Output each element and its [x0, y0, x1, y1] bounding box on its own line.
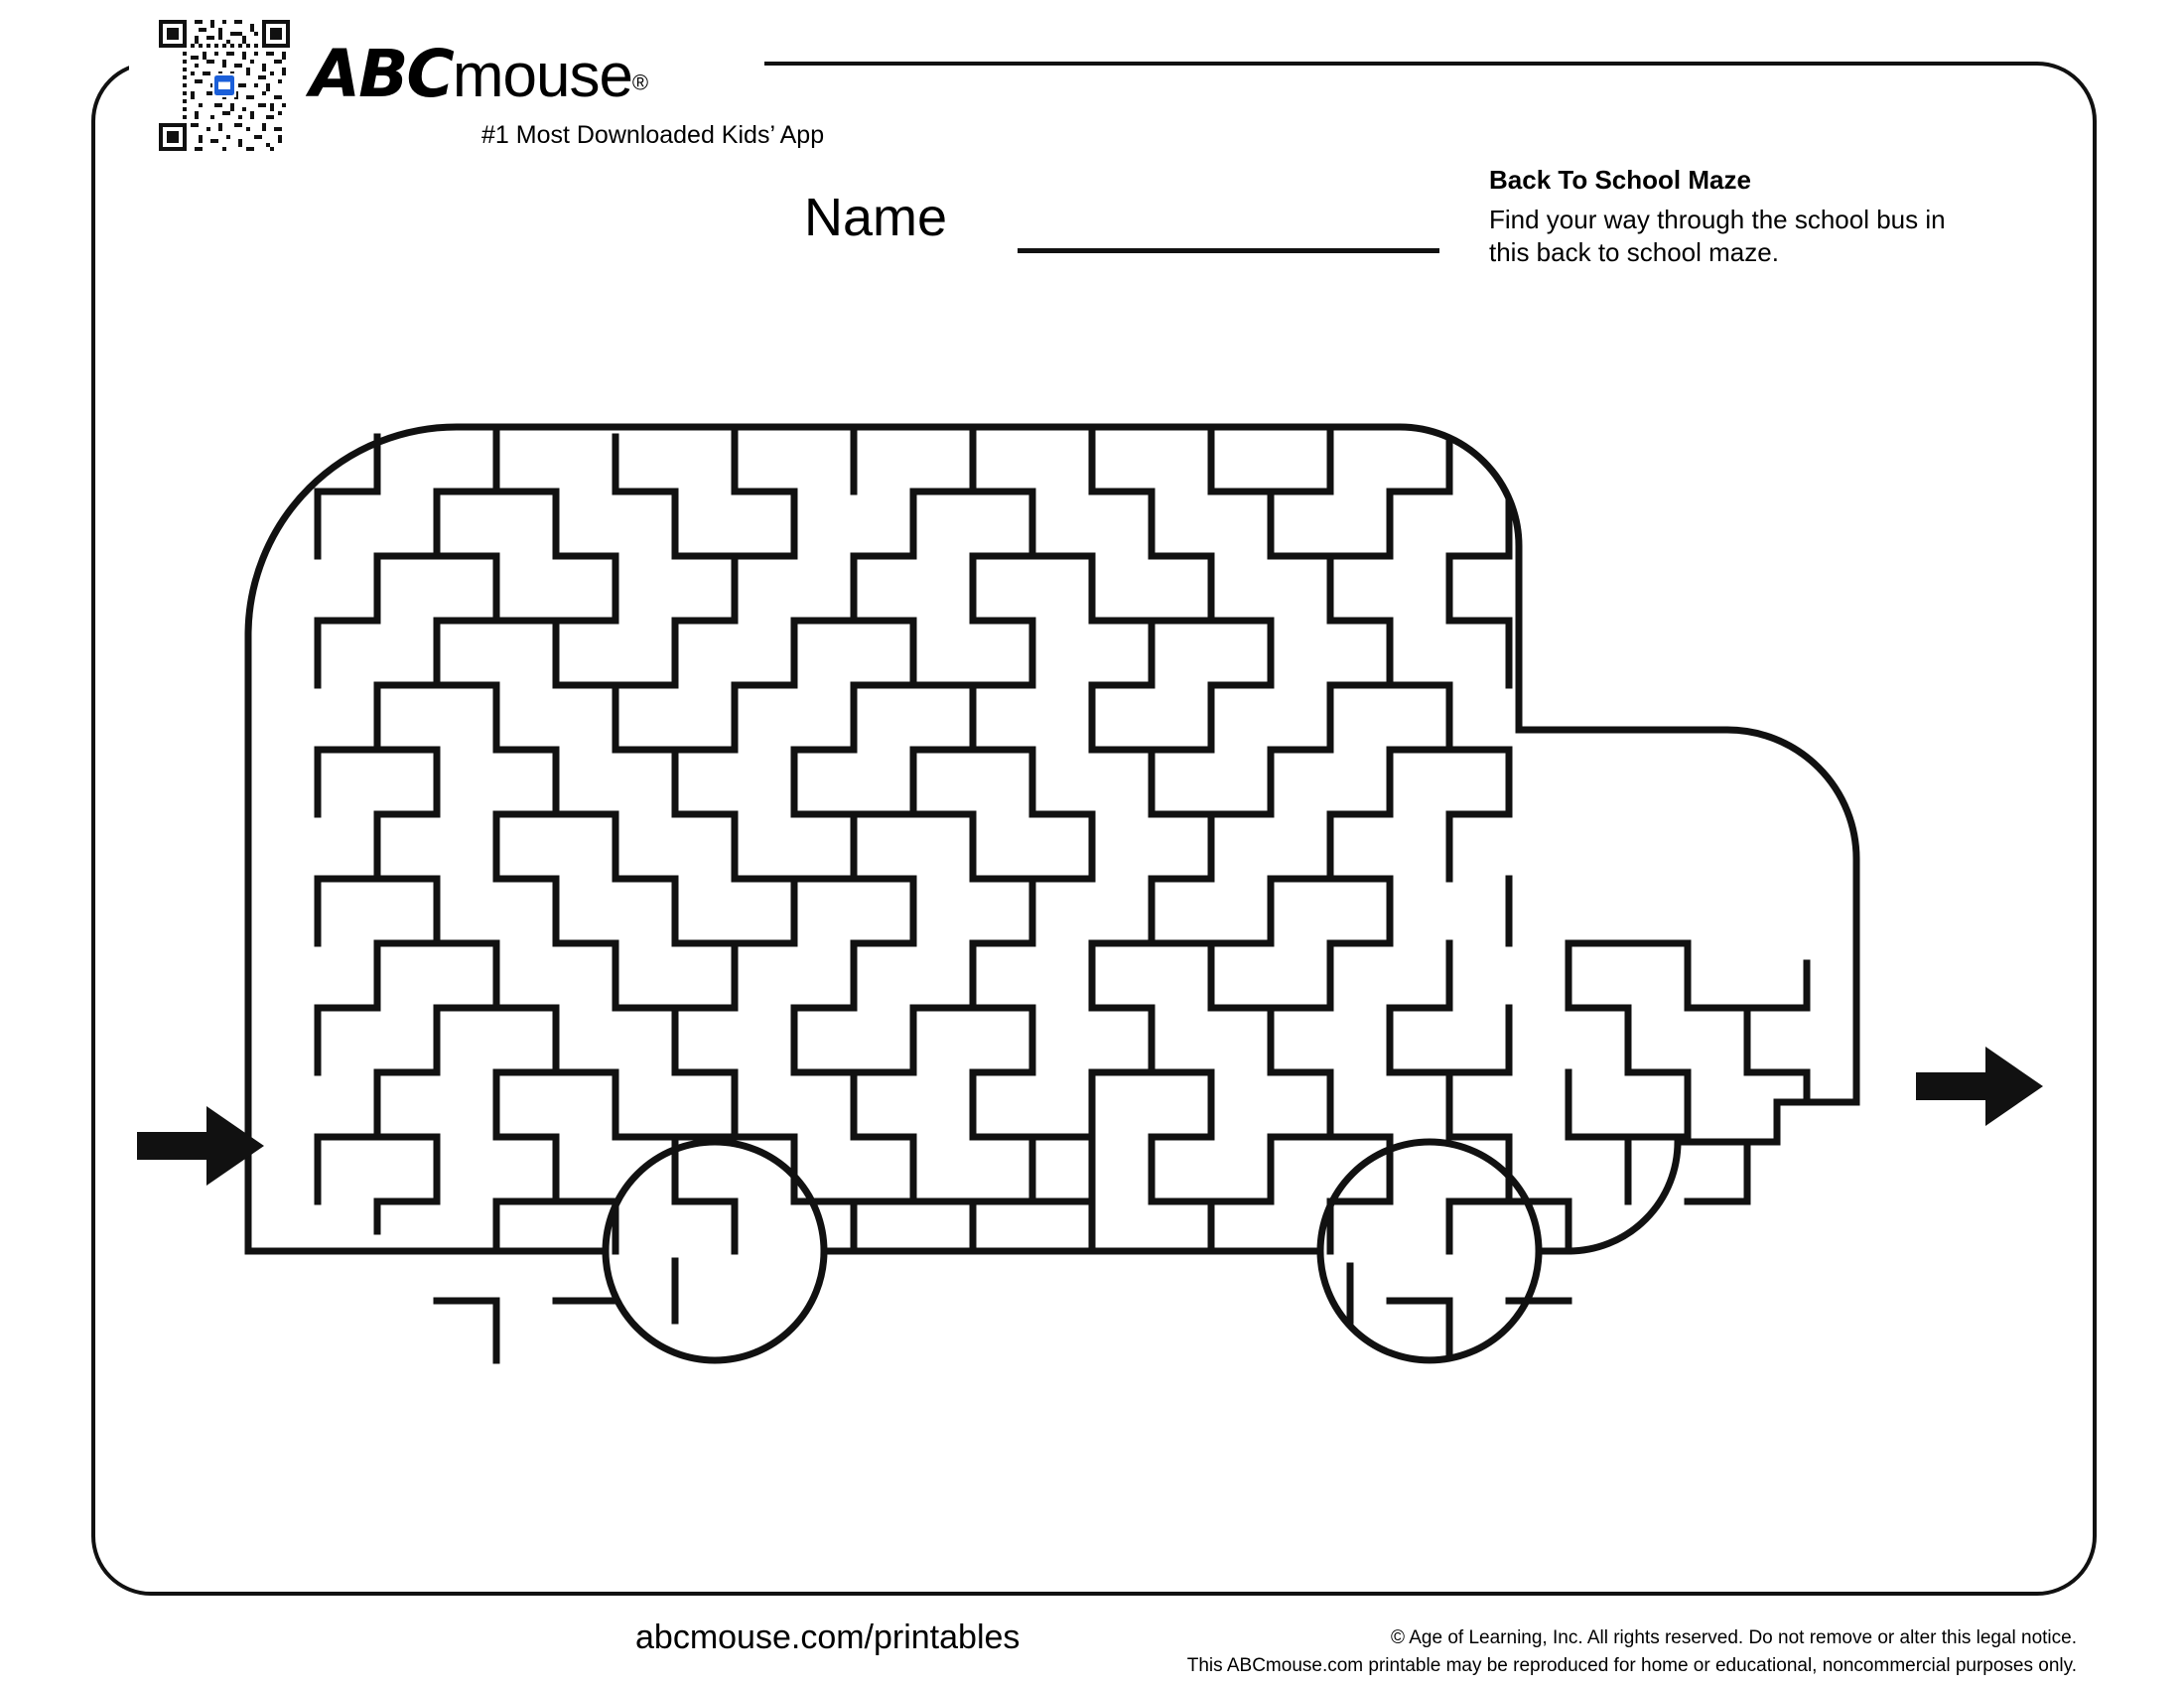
maze-exit-arrow [1916, 1047, 2043, 1126]
maze-walls-horizontal [318, 492, 1807, 1301]
front-wheel-arc [606, 1251, 824, 1360]
worksheet-title: Back To School Maze [1489, 165, 1751, 195]
legal-line-1: © Age of Learning, Inc. All rights reserved. Do not remove or alter this legal notice. [1391, 1627, 2077, 1648]
brand-wordmark [310, 36, 648, 112]
registered-mark: ® [631, 70, 649, 95]
bus-outline [248, 427, 1856, 1251]
instructions-block [1489, 165, 1985, 270]
brand-logo [159, 14, 825, 153]
name-write-line[interactable] [1018, 248, 1439, 253]
maze-walls-vertical [318, 432, 1807, 1360]
qr-code-icon [159, 20, 290, 151]
brand-mouse-text: mouse [452, 42, 632, 110]
school-bus-maze [129, 308, 2055, 1460]
legal-notice [1187, 1624, 2077, 1679]
name-field-row [804, 187, 1459, 256]
maze-extra-lines [913, 1137, 1271, 1251]
name-label: Name [804, 188, 948, 247]
maze-area [129, 308, 2055, 1460]
brand-tagline: #1 Most Downloaded Kids’ App [481, 121, 825, 149]
footer-url[interactable]: abcmouse.com/printables [635, 1618, 1021, 1656]
brand-abc-text: ABC [310, 36, 453, 112]
legal-line-2: This ABCmouse.com printable may be reproduced for home or educational, noncommercial purposes only. [1186, 1654, 2077, 1676]
worksheet-instructions: Find your way through the school bus in this back to school maze. [1489, 205, 1946, 268]
